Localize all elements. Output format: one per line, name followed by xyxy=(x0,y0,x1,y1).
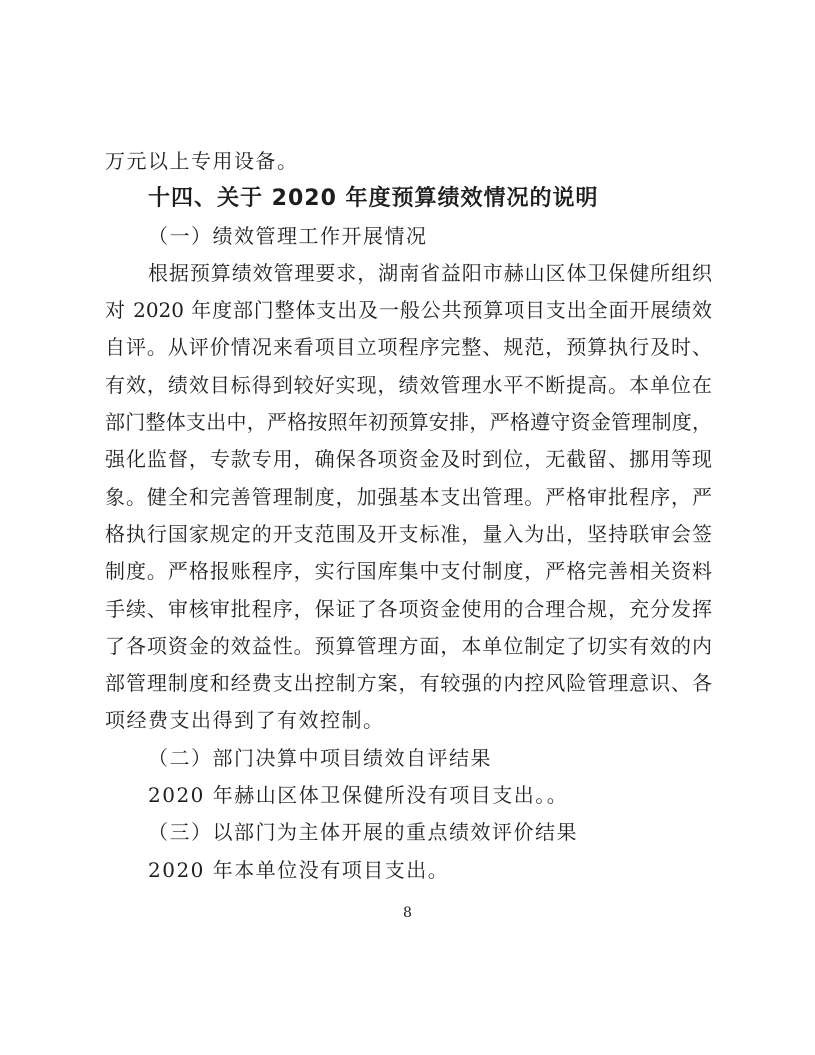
subsection-heading: （三）以部门为主体开展的重点绩效评价结果 xyxy=(148,820,578,845)
paragraph-line: 手续、审核审批程序，保证了各项资金使用的合理合规，充分发挥 xyxy=(105,596,712,621)
page-number: 8 xyxy=(403,905,412,921)
paragraph-line: 2020 年赫山区体卫保健所没有项目支出。。 xyxy=(148,783,569,808)
paragraph-line: 格执行国家规定的开支范围及开支标准，量入为出，坚持联审会签 xyxy=(105,521,712,546)
paragraph-line: 万元以上专用设备。 xyxy=(105,149,299,173)
section-heading: 十四、关于 2020 年度预算绩效情况的说明 xyxy=(148,186,599,212)
paragraph-line: 象。健全和完善管理制度，加强基本支出管理。严格审批程序，严 xyxy=(105,484,712,509)
paragraph-line: 部门整体支出中，严格按照年初预算安排，严格遵守资金管理制度， xyxy=(105,410,712,435)
subsection-heading: （二）部门决算中项目绩效自评结果 xyxy=(148,745,492,770)
paragraph-line: 自评。从评价情况来看项目立项程序完整、规范，预算执行及时、 xyxy=(105,335,712,360)
text-block xyxy=(105,143,712,889)
paragraph-line: 了各项资金的效益性。预算管理方面，本单位制定了切实有效的内 xyxy=(105,633,712,658)
paragraph-line: 强化监督，专款专用，确保各项资金及时到位，无截留、挪用等现 xyxy=(105,447,712,472)
paragraph-line: 有效，绩效目标得到较好实现，绩效管理水平不断提高。本单位在 xyxy=(105,372,712,397)
subsection-heading: （一）绩效管理工作开展情况 xyxy=(148,223,428,248)
paragraph-line: 项经费支出得到了有效控制。 xyxy=(105,708,385,733)
paragraph-line: 根据预算绩效管理要求，湖南省益阳市赫山区体卫保健所组织 xyxy=(148,260,712,285)
paragraph-line: 2020 年本单位没有项目支出。 xyxy=(148,857,450,882)
paragraph-line: 制度。严格报账程序，实行国库集中支付制度，严格完善相关资料 xyxy=(105,559,712,584)
paragraph-line: 部管理制度和经费支出控制方案，有较强的内控风险管理意识、各 xyxy=(105,671,712,696)
paragraph-line: 对 2020 年度部门整体支出及一般公共预算项目支出全面开展绩效 xyxy=(105,298,712,323)
